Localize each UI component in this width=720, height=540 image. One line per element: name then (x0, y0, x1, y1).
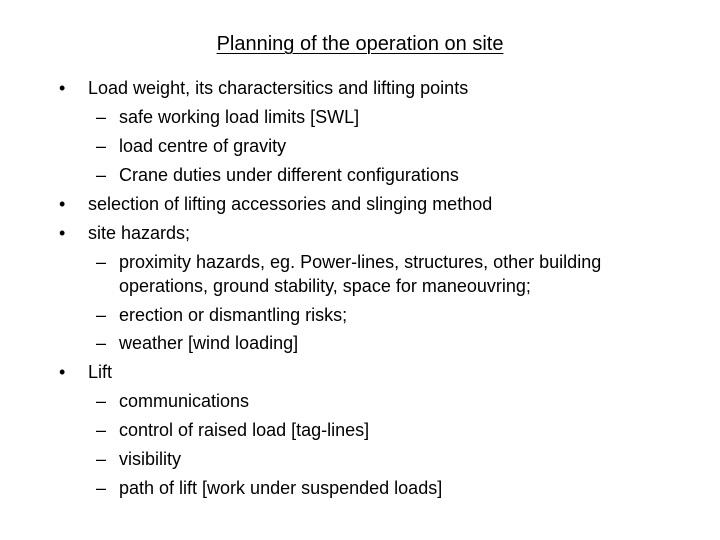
bullet-marker: • (59, 78, 66, 98)
sub-list-item: control of raised load [tag-lines] (119, 420, 370, 440)
list-item: site hazards; (88, 223, 191, 243)
list-item: Lift (88, 362, 113, 382)
bullet-marker: • (59, 223, 66, 243)
sub-list-item: Crane duties under different configurations (119, 165, 459, 185)
dash-marker: – (96, 449, 107, 469)
sub-list-item: proximity hazards, eg. Power-lines, structures, other building (119, 252, 602, 272)
slide-title (0, 31, 720, 57)
sub-list-item: safe working load limits [SWL] (119, 107, 360, 127)
dash-marker: – (96, 333, 107, 353)
slide-title-text: Planning of the operation on site (216, 33, 504, 55)
dash-marker: – (96, 305, 107, 325)
sub-list-item: erection or dismantling risks; (119, 305, 348, 325)
dash-marker: – (96, 478, 107, 498)
bullet-marker: • (59, 194, 66, 214)
dash-marker: – (96, 165, 107, 185)
sub-list-item: weather [wind loading] (119, 333, 299, 353)
dash-marker: – (96, 420, 107, 440)
sub-list-item: visibility (119, 449, 182, 469)
dash-marker: – (96, 252, 107, 272)
list-item: Load weight, its charactersitics and lifting points (88, 78, 469, 98)
dash-marker: – (96, 136, 107, 156)
list-item: selection of lifting accessories and slinging method (88, 194, 493, 214)
dash-marker: – (96, 391, 107, 411)
bullet-marker: • (59, 362, 66, 382)
sub-list-item: communications (119, 391, 250, 411)
dash-marker: – (96, 107, 107, 127)
sub-list-item: load centre of gravity (119, 136, 287, 156)
sub-list-item-continuation: operations, ground stability, space for maneouvring; (119, 276, 531, 296)
sub-list-item: path of lift [work under suspended loads] (119, 478, 443, 498)
